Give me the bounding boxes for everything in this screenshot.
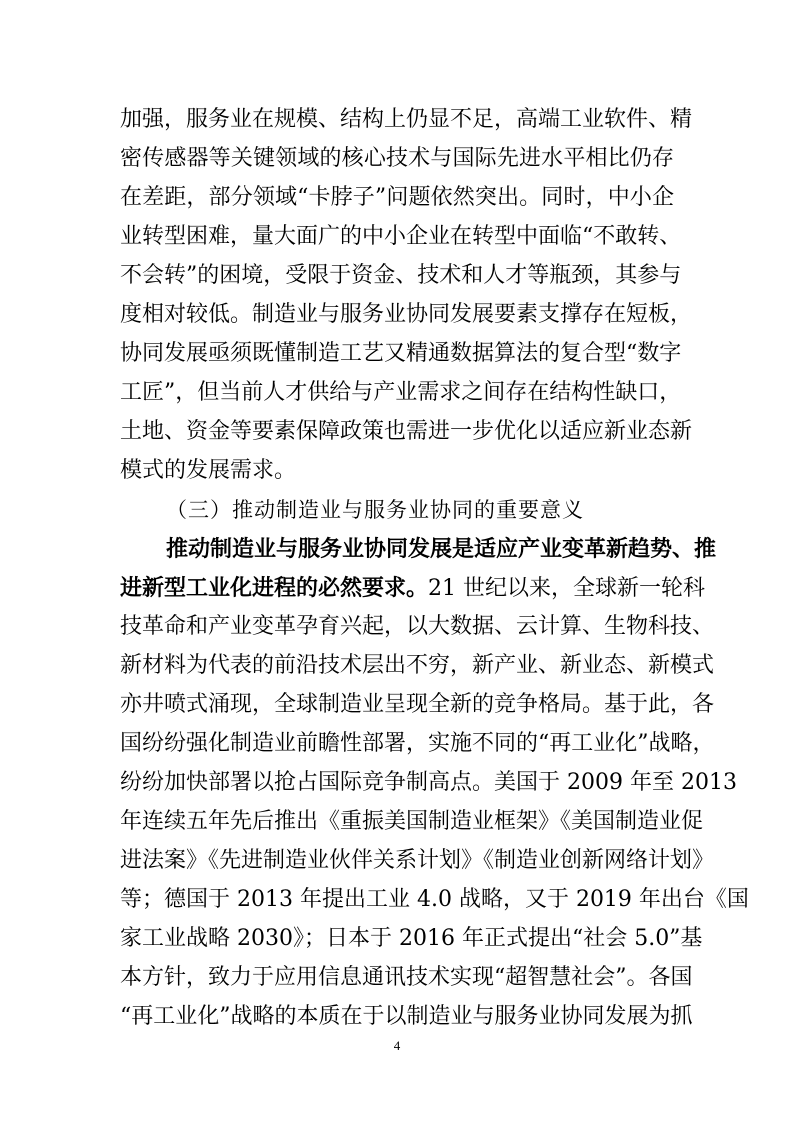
paragraph-line: 技革命和产业变革孕育兴起，以大数据、云计算、生物科技、 <box>120 614 715 639</box>
paragraph-line: “再工业化”战略的本质在于以制造业与服务业协同发展为抓 <box>120 1004 693 1029</box>
paragraph-line: 度相对较低。制造业与服务业协同发展要素支撑存在短板， <box>120 302 693 327</box>
paragraph-line: 亦井喷式涌现，全球制造业呈现全新的竞争格局。基于此，各 <box>120 692 715 717</box>
section-heading: （三）推动制造业与服务业协同的重要意义 <box>166 498 584 522</box>
paragraph-line: 密传感器等关键领域的核心技术与国际先进水平相比仍存 <box>120 146 674 171</box>
paragraph-line: 业转型困难，量大面广的中小企业在转型中面临“不敢转、 <box>120 224 682 249</box>
paragraph-line: 新材料为代表的前沿技术层出不穷，新产业、新业态、新模式 <box>120 653 715 678</box>
bold-lead-text: 推动制造业与服务业协同发展是适应产业变革新趋势、推 <box>166 536 717 562</box>
paragraph-line: 协同发展亟须既懂制造工艺又精通数据算法的复合型“数字 <box>120 341 682 366</box>
paragraph-line: 年连续五年先后推出《重振美国制造业框架》《美国制造业促 <box>120 809 704 834</box>
paragraph-line: 加强，服务业在规模、结构上仍显不足，高端工业软件、精 <box>120 107 693 132</box>
paragraph-line: 等；德国于 2013 年提出工业 4.0 战略，又于 2019 年出台《国 <box>120 887 749 912</box>
paragraph-line: 国纷纷强化制造业前瞻性部署，实施不同的“再工业化”战略， <box>120 731 715 756</box>
paragraph-line: 土地、资金等要素保障政策也需进一步优化以适应新业态新 <box>120 419 693 444</box>
paragraph-line: 工匠”，但当前人才供给与产业需求之间存在结构性缺口， <box>120 380 682 405</box>
paragraph-line: 不会转”的困境，受限于资金、技术和人才等瓶颈，其参与 <box>120 263 682 288</box>
bold-lead-text: 进新型工业化进程的必然要求。 <box>120 575 429 601</box>
paragraph-line <box>120 569 706 607</box>
paragraph-line: 纷纷加快部署以抢占国际竞争制高点。美国于 2009 年至 2013 <box>120 770 737 795</box>
paragraph-line: 家工业战略 2030》；日本于 2016 年正式提出“社会 5.0”基 <box>120 926 703 951</box>
paragraph-line: 模式的发展需求。 <box>120 458 297 483</box>
page-number: 4 <box>393 1038 401 1053</box>
paragraph-text: 21 世纪以来，全球新一轮科 <box>428 576 706 601</box>
paragraph-line: 在差距，部分领域“卡脖子”问题依然突出。同时，中小企 <box>120 185 674 210</box>
paragraph-line: 本方针，致力于应用信息通讯技术实现“超智慧社会”。各国 <box>120 965 693 990</box>
paragraph-lead-line <box>166 530 717 568</box>
paragraph-line: 进法案》《先进制造业伙伴关系计划》《制造业创新网络计划》 <box>120 848 715 873</box>
